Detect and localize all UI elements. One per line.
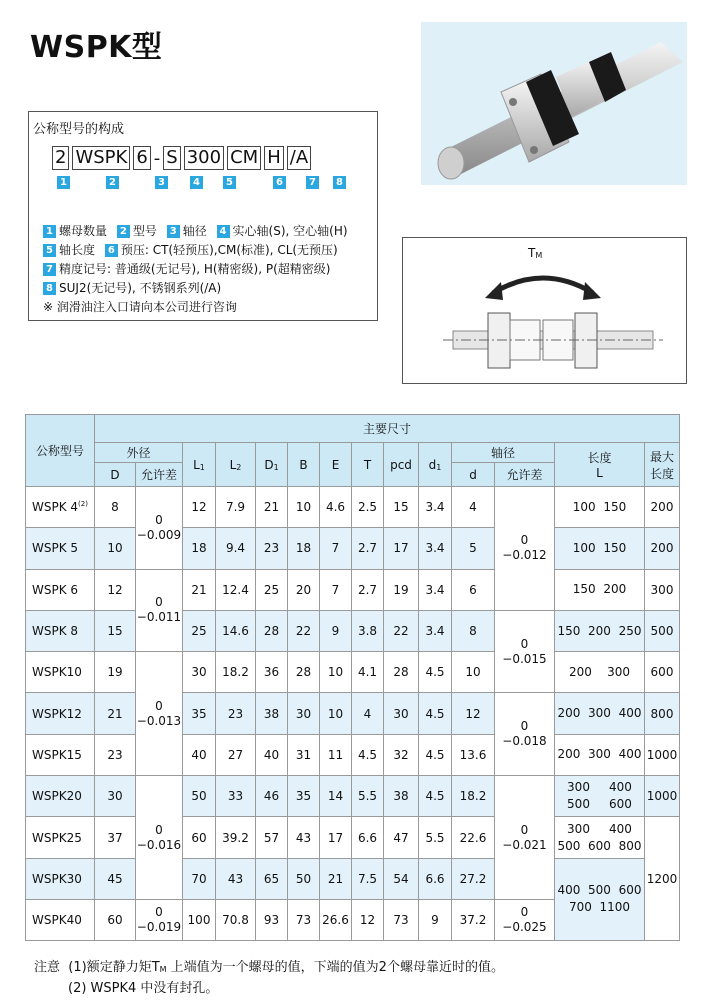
pcd-cell: 19 <box>384 569 419 610</box>
code-seg-6: CM <box>227 146 261 170</box>
d1-cell: 23 <box>256 528 288 569</box>
max-length-cell: 1000 <box>645 776 680 817</box>
legend-item: 预压: CT(轻预压),CM(标准), CL(无预压) <box>120 243 338 257</box>
shaft-tol-cell: 0 −0.025 <box>495 899 555 940</box>
col-l2: $L_2$ <box>216 443 256 487</box>
d1-cell: 65 <box>256 858 288 899</box>
d1-cell: 21 <box>256 487 288 528</box>
torque-diagram <box>402 237 687 384</box>
l2-cell: 9.4 <box>216 528 256 569</box>
torque-label: $T_M$ <box>528 246 543 260</box>
shaft-d-cell: 4 <box>452 487 495 528</box>
t-cell: 6.6 <box>352 817 384 858</box>
b-cell: 43 <box>288 817 320 858</box>
code-seg-4: S <box>163 146 180 170</box>
outer-tol-cell: 0 −0.016 <box>136 776 183 900</box>
shaft-d-cell: 8 <box>452 610 495 651</box>
code-seg-5: 300 <box>184 146 224 170</box>
l1-cell: 50 <box>183 776 216 817</box>
table-row <box>26 817 680 858</box>
b-cell: 28 <box>288 652 320 693</box>
l2-cell: 7.9 <box>216 487 256 528</box>
t-cell: 2.5 <box>352 487 384 528</box>
max-length-cell: 300 <box>645 569 680 610</box>
e-cell: 14 <box>320 776 352 817</box>
pcd-cell: 30 <box>384 693 419 734</box>
length-cell: 200 300 400 <box>555 693 645 734</box>
outer-d-cell: 12 <box>95 569 136 610</box>
shaft-d-cell: 22.6 <box>452 817 495 858</box>
pcd-cell: 32 <box>384 734 419 775</box>
b-cell: 73 <box>288 899 320 940</box>
col-shaft: 轴径 <box>452 443 555 463</box>
lubrication-note: ※ 润滑油注入口请向本公司进行咨询 <box>43 300 237 314</box>
max-length-cell: 1000 <box>645 734 680 775</box>
e-cell: 4.6 <box>320 487 352 528</box>
b-cell: 22 <box>288 610 320 651</box>
max-length-cell: 800 <box>645 693 680 734</box>
t-cell: 4.1 <box>352 652 384 693</box>
outer-d-cell: 30 <box>95 776 136 817</box>
col-t: T <box>352 443 384 487</box>
outer-d-cell: 8 <box>95 487 136 528</box>
model-cell: WSPK30 <box>26 858 95 899</box>
composition-heading: 公称型号的构成 <box>33 122 125 137</box>
d1-cell: 25 <box>256 569 288 610</box>
small-d1-cell: 3.4 <box>419 569 452 610</box>
num-badge: 3 <box>155 176 168 189</box>
l2-cell: 14.6 <box>216 610 256 651</box>
shaft-d-cell: 27.2 <box>452 858 495 899</box>
legend-item: 实心轴(S), 空心轴(H) <box>232 224 348 238</box>
pcd-cell: 15 <box>384 487 419 528</box>
l1-cell: 21 <box>183 569 216 610</box>
num-badge: 8 <box>333 176 346 189</box>
legend-item: 轴长度 <box>59 243 96 257</box>
small-d1-cell: 3.4 <box>419 487 452 528</box>
pcd-cell: 54 <box>384 858 419 899</box>
small-d1-cell: 3.4 <box>419 610 452 651</box>
model-cell: WSPK12 <box>26 693 95 734</box>
spec-table <box>25 414 680 941</box>
code-seg-1: 2 <box>52 146 69 170</box>
outer-d-cell: 19 <box>95 652 136 693</box>
shaft-d-cell: 12 <box>452 693 495 734</box>
small-d1-cell: 3.4 <box>419 528 452 569</box>
col-shaft-tol: 允许差 <box>495 463 555 487</box>
l1-cell: 60 <box>183 817 216 858</box>
outer-d-cell: 23 <box>95 734 136 775</box>
small-d1-cell: 4.5 <box>419 776 452 817</box>
t-cell: 2.7 <box>352 528 384 569</box>
col-main-dims: 主要尺寸 <box>95 415 680 443</box>
shaft-d-cell: 13.6 <box>452 734 495 775</box>
b-cell: 10 <box>288 487 320 528</box>
t-cell: 7.5 <box>352 858 384 899</box>
col-l1: $L_1$ <box>183 443 216 487</box>
shaft-d-cell: 6 <box>452 569 495 610</box>
b-cell: 20 <box>288 569 320 610</box>
product-photo <box>421 22 687 185</box>
legend-item: 精度记号: 普通级(无记号), H(精密级), P(超精密级) <box>59 262 331 276</box>
col-b: B <box>288 443 320 487</box>
l1-cell: 100 <box>183 899 216 940</box>
small-d1-cell: 9 <box>419 899 452 940</box>
shaft-d-cell: 18.2 <box>452 776 495 817</box>
outer-tol-cell: 0 −0.013 <box>136 652 183 776</box>
outer-d-cell: 21 <box>95 693 136 734</box>
table-row <box>26 528 680 569</box>
l1-cell: 25 <box>183 610 216 651</box>
d1-cell: 46 <box>256 776 288 817</box>
col-model: 公称型号 <box>26 415 95 487</box>
d1-cell: 36 <box>256 652 288 693</box>
num-badge: 2 <box>117 225 130 238</box>
e-cell: 7 <box>320 528 352 569</box>
model-cell: WSPK20 <box>26 776 95 817</box>
t-cell: 4 <box>352 693 384 734</box>
num-badge: 1 <box>57 176 70 189</box>
num-badge: 8 <box>43 282 56 295</box>
pcd-cell: 38 <box>384 776 419 817</box>
shaft-tol-cell: 0 −0.018 <box>495 693 555 776</box>
d1-cell: 57 <box>256 817 288 858</box>
d1-cell: 93 <box>256 899 288 940</box>
model-cell: WSPK10 <box>26 652 95 693</box>
outer-tol-cell: 0 −0.011 <box>136 569 183 652</box>
col-outer-tol: 允许差 <box>136 463 183 487</box>
d1-cell: 40 <box>256 734 288 775</box>
length-cell: 200 300 <box>555 652 645 693</box>
small-d1-cell: 4.5 <box>419 693 452 734</box>
page-title: WSPK型 <box>30 30 163 65</box>
col-max: 最大 长度 <box>645 443 680 487</box>
length-cell: 100 150 <box>555 487 645 528</box>
small-d1-cell: 5.5 <box>419 817 452 858</box>
legend-item: 螺母数量 <box>59 224 108 238</box>
num-badge: 3 <box>167 225 180 238</box>
num-badge: 7 <box>306 176 319 189</box>
table-row <box>26 487 680 528</box>
table-row <box>26 610 680 651</box>
num-badge: 6 <box>273 176 286 189</box>
model-code <box>52 146 314 170</box>
l2-cell: 12.4 <box>216 569 256 610</box>
small-d1-cell: 6.6 <box>419 858 452 899</box>
length-cell: 300 400 500 600 800 <box>555 817 645 858</box>
small-d1-cell: 4.5 <box>419 652 452 693</box>
t-cell: 3.8 <box>352 610 384 651</box>
d1-cell: 28 <box>256 610 288 651</box>
l1-cell: 12 <box>183 487 216 528</box>
col-d1: $D_1$ <box>256 443 288 487</box>
col-pcd: pcd <box>384 443 419 487</box>
legend-item: 型号 <box>132 224 157 238</box>
table-row <box>26 569 680 610</box>
length-cell: 200 300 400 <box>555 734 645 775</box>
outer-tol-cell: 0 −0.019 <box>136 899 183 940</box>
table-row <box>26 693 680 734</box>
outer-d-cell: 15 <box>95 610 136 651</box>
table-row <box>26 652 680 693</box>
b-cell: 35 <box>288 776 320 817</box>
b-cell: 30 <box>288 693 320 734</box>
code-seg-2: WSPK <box>72 146 130 170</box>
l2-cell: 18.2 <box>216 652 256 693</box>
code-seg-3: 6 <box>133 146 150 170</box>
length-cell: 300 400 500 600 <box>555 776 645 817</box>
code-sep: - <box>153 147 161 169</box>
pcd-cell: 22 <box>384 610 419 651</box>
model-cell: WSPK 5 <box>26 528 95 569</box>
shaft-tol-cell: 0 −0.015 <box>495 610 555 693</box>
code-seg-8: /A <box>287 146 311 170</box>
col-e: E <box>320 443 352 487</box>
l1-cell: 35 <box>183 693 216 734</box>
code-numbers <box>29 176 377 190</box>
l1-cell: 70 <box>183 858 216 899</box>
torque-arrow-illustration <box>403 238 686 383</box>
notes-label: 注意 <box>34 960 61 975</box>
d1-cell: 38 <box>256 693 288 734</box>
ball-spline-illustration <box>421 22 687 185</box>
l2-cell: 70.8 <box>216 899 256 940</box>
shaft-tol-cell: 0 −0.012 <box>495 487 555 611</box>
e-cell: 21 <box>320 858 352 899</box>
l1-cell: 40 <box>183 734 216 775</box>
model-cell: WSPK15 <box>26 734 95 775</box>
legend-item: SUJ2(无记号), 不锈钢系列(/A) <box>59 281 222 295</box>
model-cell: WSPK 4$^{(2)}$ <box>26 487 95 528</box>
t-cell: 4.5 <box>352 734 384 775</box>
t-cell: 5.5 <box>352 776 384 817</box>
b-cell: 50 <box>288 858 320 899</box>
num-badge: 5 <box>43 244 56 257</box>
col-length: 长度 L <box>555 443 645 487</box>
e-cell: 11 <box>320 734 352 775</box>
pcd-cell: 28 <box>384 652 419 693</box>
l2-cell: 33 <box>216 776 256 817</box>
e-cell: 9 <box>320 610 352 651</box>
num-badge: 2 <box>106 176 119 189</box>
shaft-d-cell: 10 <box>452 652 495 693</box>
note-1: (1)额定静力矩T <box>68 960 160 975</box>
table-row <box>26 776 680 817</box>
col-small-d1: $d_1$ <box>419 443 452 487</box>
num-badge: 5 <box>223 176 236 189</box>
l1-cell: 18 <box>183 528 216 569</box>
e-cell: 10 <box>320 693 352 734</box>
pcd-cell: 73 <box>384 899 419 940</box>
b-cell: 31 <box>288 734 320 775</box>
shaft-d-cell: 5 <box>452 528 495 569</box>
num-badge: 4 <box>217 225 230 238</box>
composition-box <box>28 111 378 321</box>
num-badge: 6 <box>105 244 118 257</box>
l2-cell: 23 <box>216 693 256 734</box>
shaft-d-cell: 37.2 <box>452 899 495 940</box>
num-badge: 1 <box>43 225 56 238</box>
col-outer: 外径 <box>95 443 183 463</box>
small-d1-cell: 4.5 <box>419 734 452 775</box>
outer-d-cell: 37 <box>95 817 136 858</box>
model-cell: WSPK 8 <box>26 610 95 651</box>
legend-item: 轴径 <box>182 224 207 238</box>
num-badge: 4 <box>190 176 203 189</box>
model-cell: WSPK25 <box>26 817 95 858</box>
length-cell: 100 150 <box>555 528 645 569</box>
t-cell: 12 <box>352 899 384 940</box>
length-cell: 150 200 250 <box>555 610 645 651</box>
shaft-tol-cell: 0 −0.021 <box>495 776 555 900</box>
num-badge: 7 <box>43 263 56 276</box>
b-cell: 18 <box>288 528 320 569</box>
max-length-cell: 500 <box>645 610 680 651</box>
col-shaft-d: d <box>452 463 495 487</box>
l2-cell: 39.2 <box>216 817 256 858</box>
max-length-cell: 1200 <box>645 817 680 941</box>
t-cell: 2.7 <box>352 569 384 610</box>
footnotes: 注意 (1)额定静力矩$T_M$ 上端值为一个螺母的值，下端的值为2个螺母靠近时的值。 (2) WSPK4 中没有封孔。 <box>34 960 504 996</box>
length-cell: 400 500 600 700 1100 <box>555 858 645 941</box>
max-length-cell: 200 <box>645 487 680 528</box>
outer-d-cell: 60 <box>95 899 136 940</box>
composition-legend <box>43 222 354 317</box>
col-outer-d: D <box>95 463 136 487</box>
table-row <box>26 858 680 899</box>
outer-d-cell: 10 <box>95 528 136 569</box>
l2-cell: 27 <box>216 734 256 775</box>
pcd-cell: 47 <box>384 817 419 858</box>
note-2: (2) WSPK4 中没有封孔。 <box>68 981 219 996</box>
e-cell: 26.6 <box>320 899 352 940</box>
l1-cell: 30 <box>183 652 216 693</box>
pcd-cell: 17 <box>384 528 419 569</box>
outer-tol-cell: 0 −0.009 <box>136 487 183 570</box>
table-row <box>26 734 680 775</box>
code-seg-7: H <box>264 146 284 170</box>
outer-d-cell: 45 <box>95 858 136 899</box>
max-length-cell: 200 <box>645 528 680 569</box>
e-cell: 17 <box>320 817 352 858</box>
model-cell: WSPK40 <box>26 899 95 940</box>
max-length-cell: 600 <box>645 652 680 693</box>
length-cell: 150 200 <box>555 569 645 610</box>
l2-cell: 43 <box>216 858 256 899</box>
e-cell: 7 <box>320 569 352 610</box>
e-cell: 10 <box>320 652 352 693</box>
model-cell: WSPK 6 <box>26 569 95 610</box>
